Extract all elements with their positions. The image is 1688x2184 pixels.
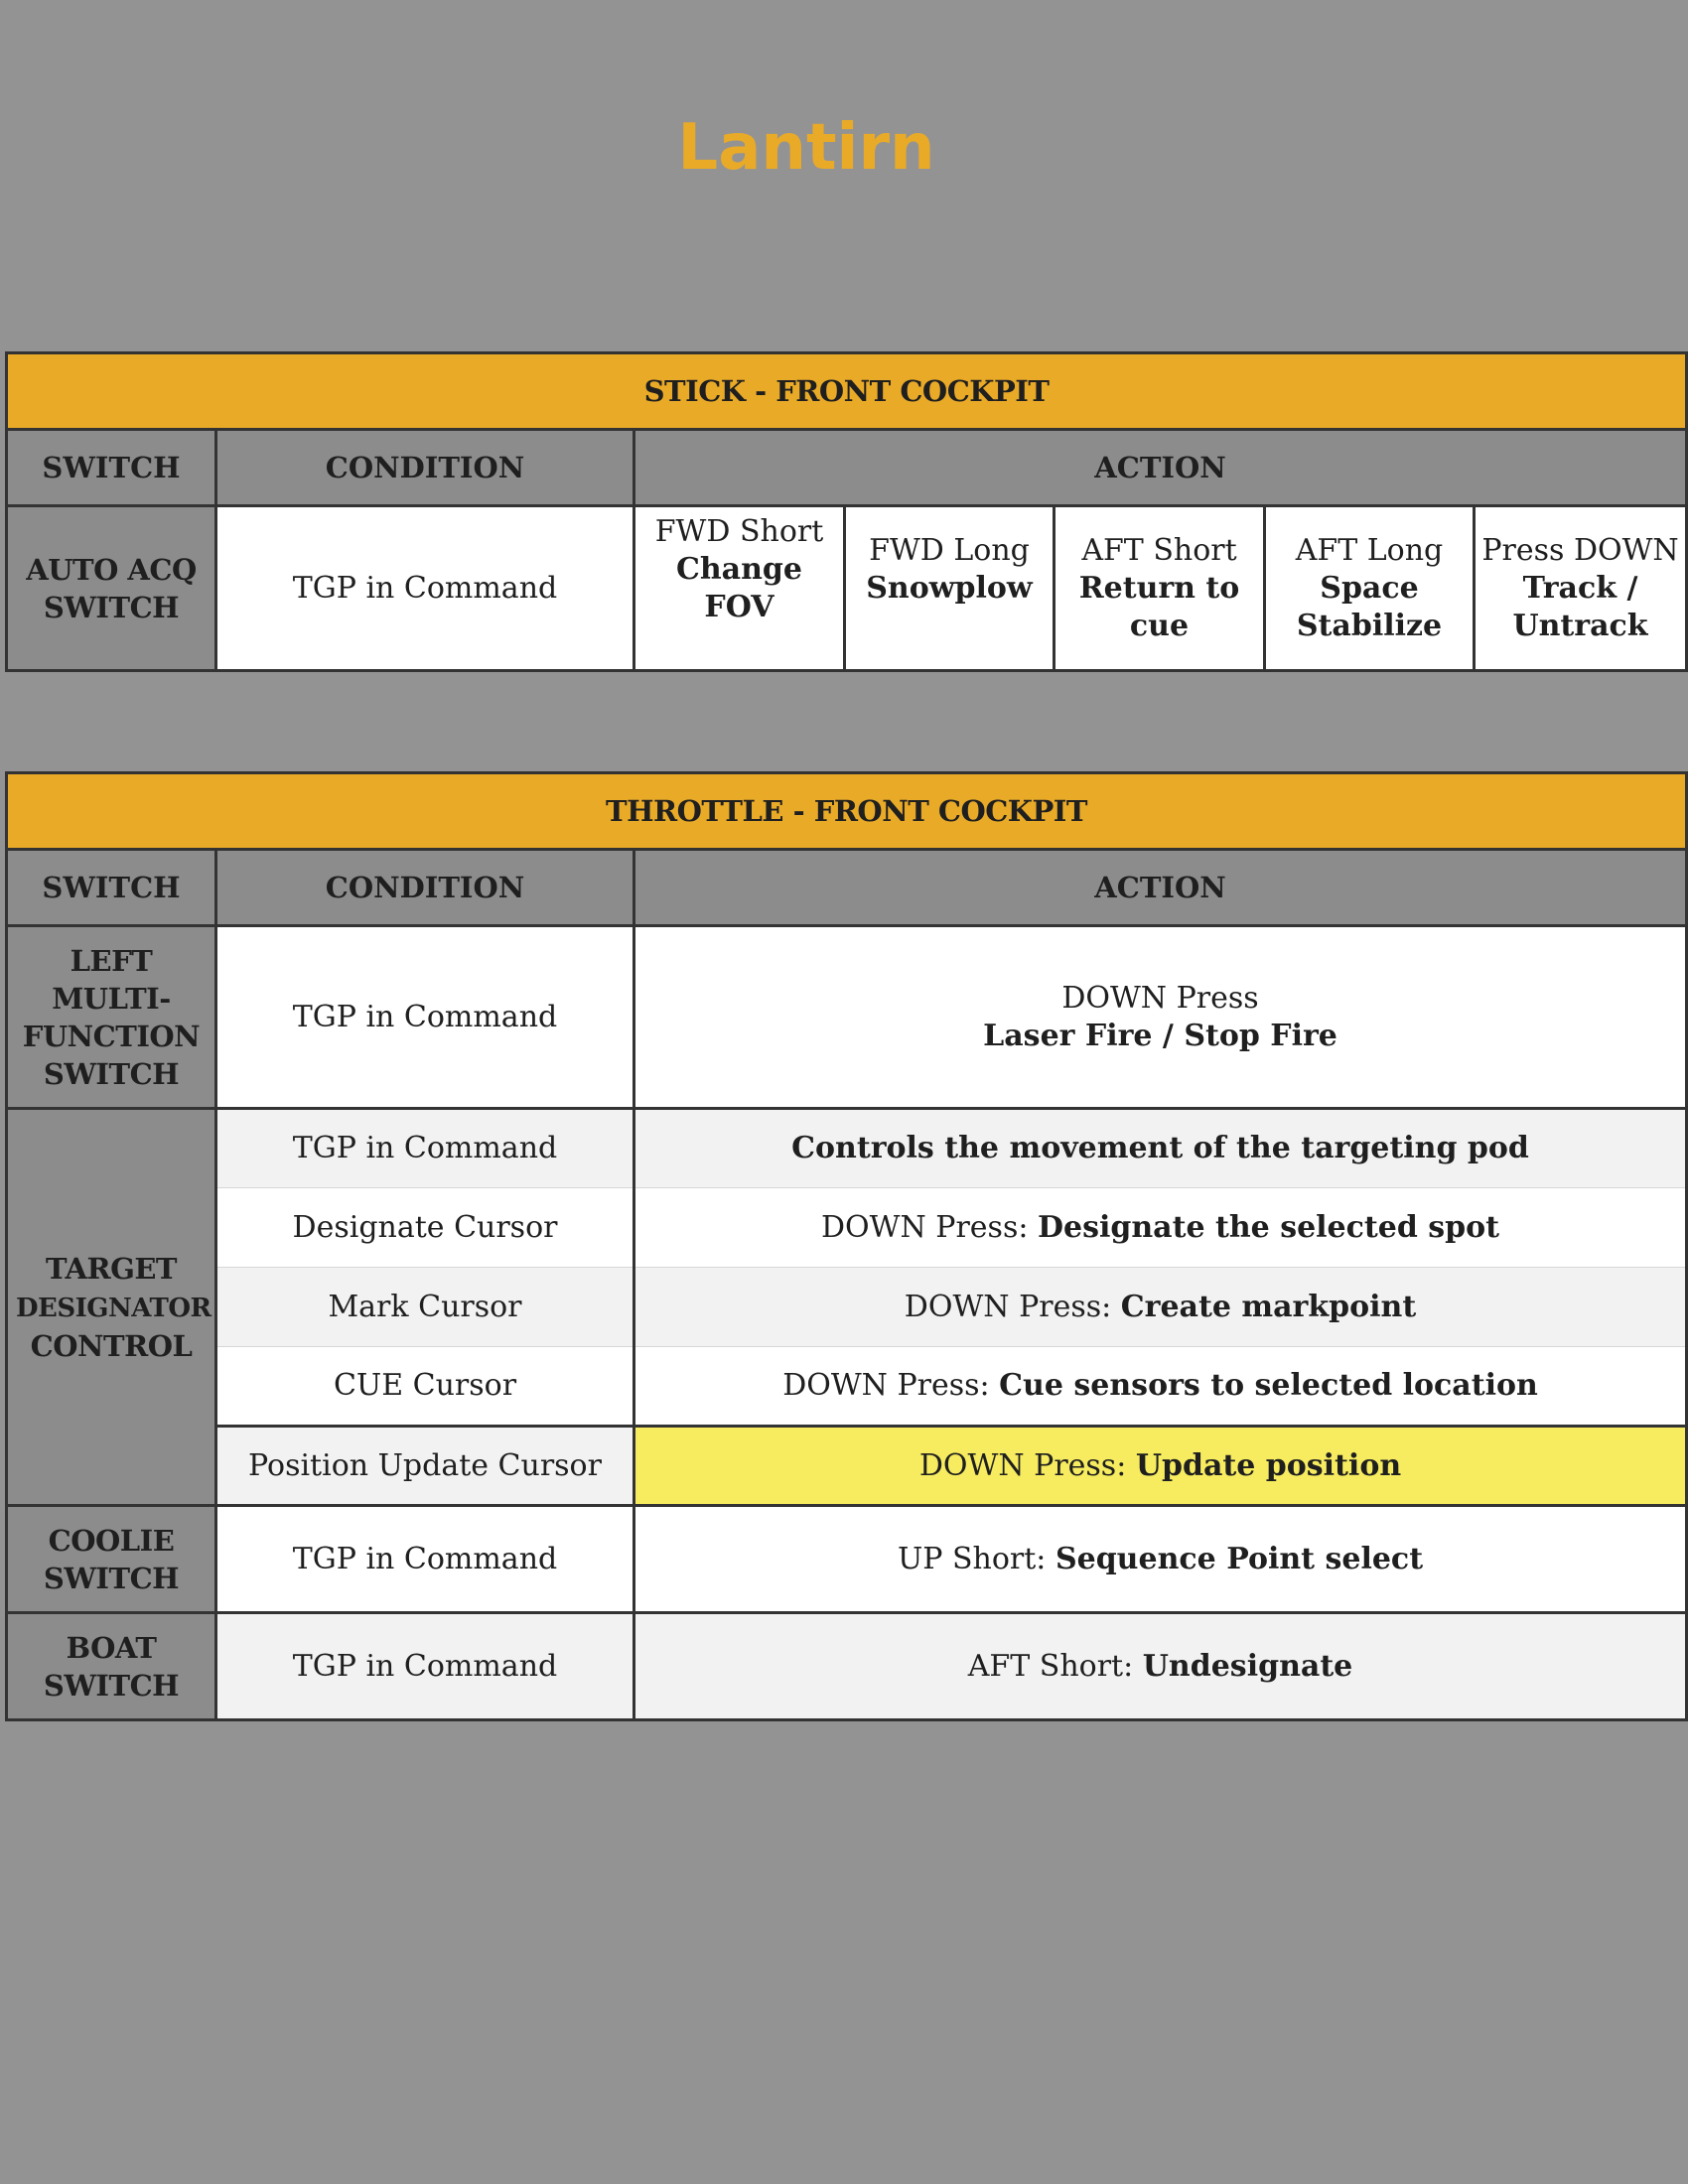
action-prefix: DOWN Press:	[782, 1368, 1000, 1403]
throttle-header-row	[7, 850, 1687, 926]
action-cell	[634, 926, 1687, 1109]
switch-label-line: SWITCH	[43, 1056, 180, 1091]
switch-tdc	[7, 1109, 216, 1506]
action-input: Press DOWN	[1481, 532, 1679, 568]
action-result	[850, 608, 1049, 645]
table-row	[7, 1347, 1687, 1427]
action-result: Track /	[1522, 570, 1638, 606]
throttle-header-switch: SWITCH	[7, 850, 216, 926]
action-cell-highlighted	[634, 1427, 1687, 1506]
switch-label-line: AUTO ACQ	[26, 552, 197, 587]
action-prefix: UP Short:	[897, 1541, 1055, 1576]
action-cell	[634, 1347, 1687, 1427]
action-result: Stabilize	[1296, 608, 1443, 643]
action-aft-short	[1055, 506, 1265, 671]
action-fwd-long	[845, 506, 1055, 671]
action-fwd-short	[634, 506, 845, 671]
switch-label-line: LEFT	[70, 943, 153, 978]
action-result: Snowplow	[866, 570, 1033, 606]
stick-table	[5, 351, 1688, 672]
action-cell	[634, 1613, 1687, 1720]
stick-header-action: ACTION	[634, 430, 1687, 506]
action-input: FWD Short	[654, 513, 824, 549]
action-result: Laser Fire / Stop Fire	[983, 1018, 1337, 1053]
switch-label-line: SWITCH	[43, 1561, 180, 1595]
table-row	[7, 926, 1687, 1109]
condition-cell: TGP in Command	[216, 926, 634, 1109]
action-result: Designate the selected spot	[1037, 1209, 1500, 1245]
switch-left-mfs	[7, 926, 216, 1109]
action-cell	[634, 1506, 1687, 1613]
condition-cell: Position Update Cursor	[216, 1427, 634, 1506]
stick-banner-row	[7, 353, 1687, 430]
switch-label-line: BOAT	[66, 1630, 157, 1665]
throttle-table	[5, 771, 1688, 1721]
action-result: Create markpoint	[1120, 1289, 1417, 1324]
action-result: Change FOV	[675, 551, 802, 624]
action-press-down	[1475, 506, 1687, 671]
switch-label-line: MULTI-	[52, 981, 171, 1016]
action-input: FWD Long	[869, 532, 1030, 568]
action-result	[639, 626, 839, 664]
switch-label-line: SWITCH	[43, 590, 180, 624]
action-result: Untrack	[1512, 608, 1648, 643]
condition-cell: CUE Cursor	[216, 1347, 634, 1427]
switch-label-line: DESIGNATOR	[16, 1293, 211, 1323]
condition-cell: TGP in Command	[216, 1506, 634, 1613]
condition-cell: Mark Cursor	[216, 1268, 634, 1347]
action-cell	[634, 1109, 1687, 1188]
action-input: DOWN Press	[1061, 980, 1259, 1016]
throttle-header-condition: CONDITION	[216, 850, 634, 926]
stick-header-condition: CONDITION	[216, 430, 634, 506]
action-result: Undesignate	[1142, 1648, 1353, 1684]
action-result: Cue sensors to selected location	[999, 1368, 1538, 1403]
action-input: AFT Short	[1081, 532, 1237, 568]
table-row	[7, 1427, 1687, 1506]
condition-cell: TGP in Command	[216, 1109, 634, 1188]
action-result: cue	[1129, 608, 1190, 643]
table-row	[7, 1109, 1687, 1188]
table-row	[7, 506, 1687, 671]
condition-cell: TGP in Command	[216, 506, 634, 671]
table-row	[7, 1613, 1687, 1720]
stick-header-row	[7, 430, 1687, 506]
action-result: Space	[1320, 570, 1419, 606]
action-cell	[634, 1268, 1687, 1347]
action-result: Controls the movement of the targeting pod	[791, 1131, 1529, 1165]
switch-label-line: COOLIE	[48, 1523, 175, 1558]
switch-coolie	[7, 1506, 216, 1613]
switch-boat	[7, 1613, 216, 1720]
switch-label-line: CONTROL	[30, 1328, 193, 1363]
switch-label-line: TARGET	[45, 1251, 178, 1286]
switch-label-line: FUNCTION	[22, 1019, 201, 1053]
page-title: Lantirn	[677, 111, 935, 185]
action-result: Sequence Point select	[1055, 1541, 1424, 1576]
action-prefix: DOWN Press:	[918, 1447, 1136, 1483]
stick-banner: STICK - FRONT COCKPIT	[7, 353, 1687, 430]
stick-header-switch: SWITCH	[7, 430, 216, 506]
action-result: Return to	[1078, 570, 1240, 606]
action-cell	[634, 1188, 1687, 1268]
condition-cell: Designate Cursor	[216, 1188, 634, 1268]
action-prefix: DOWN Press:	[821, 1209, 1038, 1245]
switch-label-line: SWITCH	[43, 1668, 180, 1703]
throttle-banner: THROTTLE - FRONT COCKPIT	[7, 773, 1687, 850]
condition-cell: TGP in Command	[216, 1613, 634, 1720]
table-row	[7, 1506, 1687, 1613]
action-prefix: DOWN Press:	[904, 1289, 1121, 1324]
throttle-header-action: ACTION	[634, 850, 1687, 926]
action-result: Update position	[1135, 1447, 1402, 1483]
table-row	[7, 1268, 1687, 1347]
action-aft-long	[1265, 506, 1475, 671]
action-input: AFT Long	[1295, 532, 1444, 568]
switch-auto-acq	[7, 506, 216, 671]
action-prefix: AFT Short:	[967, 1648, 1143, 1684]
table-row	[7, 1188, 1687, 1268]
throttle-banner-row	[7, 773, 1687, 850]
